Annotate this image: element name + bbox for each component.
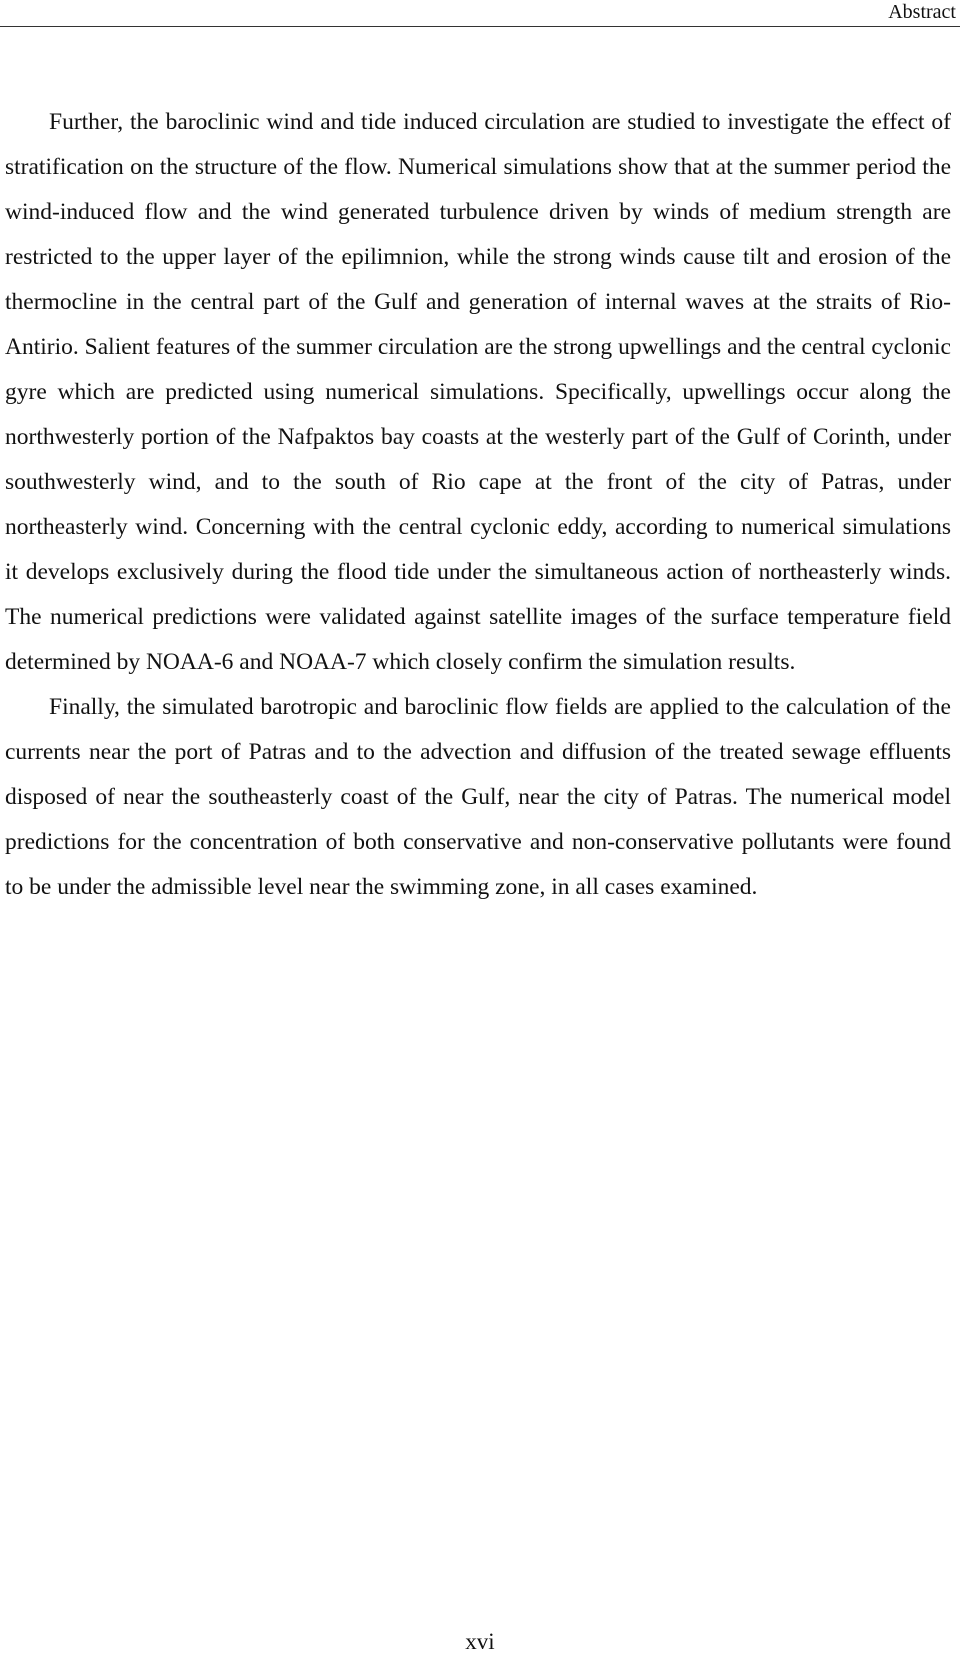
paragraph-2: Finally, the simulated barotropic and baroclinic flow fields are applied to the calculation of the currents near the port of Patras and to the advection and diffusion of the treated sewage effluents disposed of near the southeasterly coast of the Gulf, near the city of Patras. The numerical model predictions for the concentration of both conservative and non-conservative pollutants were found to be under the admissible level near the swimming zone, in all cases examined. [5, 694, 951, 900]
page-header [0, 0, 960, 27]
page-number: xvi [465, 1629, 495, 1654]
header-title: Abstract [888, 1, 956, 23]
paragraph-1: Further, the baroclinic wind and tide induced circulation are studied to investigate the effect of stratification on the structure of the flow. Numerical simulations show that at the summer period the wind-induced flow and the wind generated turbulence driven by winds of medium strength are restricted to the upper layer of the epilimnion, while the strong winds cause tilt and erosion of the thermocline in the central part of the Gulf and generation of internal waves at the straits of Rio-Antirio. Salient features of the summer circulation are the strong upwellings and the central cyclonic gyre which are predicted using numerical simulations. Specifically, upwellings occur along the northwesterly portion of the Nafpaktos bay coasts at the westerly part of the Gulf of Corinth, under southwesterly wind, and to the south of Rio cape at the front of the city of Patras, under northeasterly wind. Concerning with the central cyclonic eddy, according to numerical simulations it develops exclusively during the flood tide under the simultaneous action of northeasterly winds. The numerical predictions were validated against satellite images of the surface temperature field determined by NOAA-6 and NOAA-7 which closely confirm the simulation results. [5, 109, 951, 675]
abstract-body [5, 100, 951, 910]
